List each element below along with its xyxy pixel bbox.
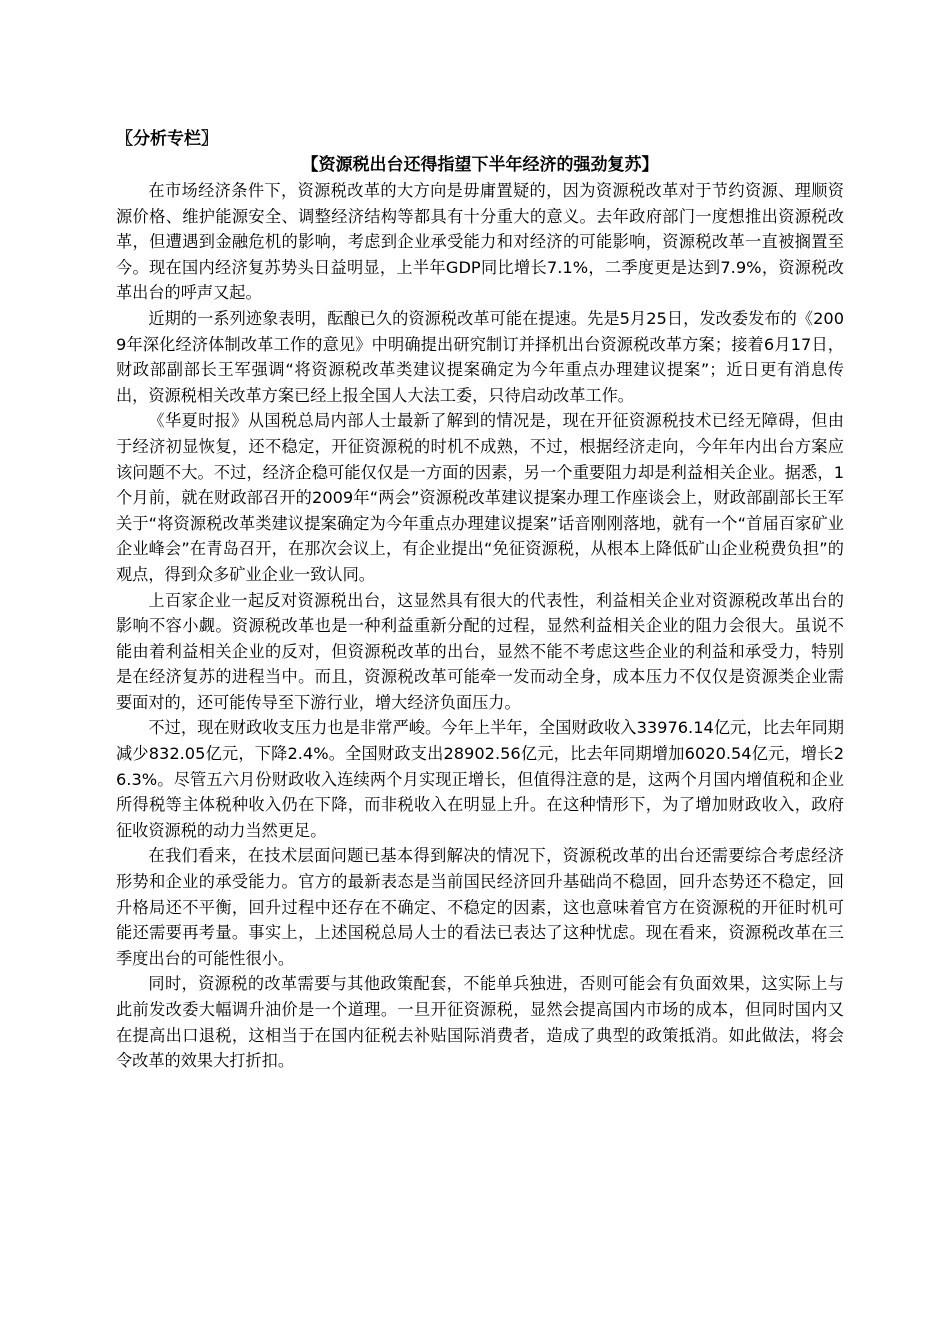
- paragraph-5: 不过，现在财政收支压力也是非常严峻。今年上半年，全国财政收入33976.14亿元，比去年同期减少832.05亿元，下降2.4%。全国财政支出28902.56亿元，比去年同期增加6020.54亿元，增长26.3%。尽管五六月份财政收入连续两个月实现正增长，但值得注意的是，这两个月国内增值税和企业所得税等主体税种收入仍在下降，而非税收入在明显上升。在这种情形下，为了增加财政收入，政府征收资源税的动力当然更足。: [116, 718, 844, 840]
- article-title: 【资源税出台还得指望下半年经济的强劲复苏】: [301, 155, 659, 175]
- paragraph-1: 在市场经济条件下，资源税改革的大方向是毋庸置疑的，因为资源税改革对于节约资源、理顺资源价格、维护能源安全、调整经济结构等都具有十分重大的意义。去年政府部门一度想推出资源税改革，但遭遇到金融危机的影响，考虑到企业承受能力和对经济的可能影响，资源税改革一直被搁置至今。现在国内经济复苏势头日益明显，上半年GDP同比增长7.1%，二季度更是达到7.9%，资源税改革出台的呼声又起。: [116, 181, 844, 303]
- section-tag: 〖分析专栏〗: [116, 129, 218, 149]
- document-page: [116, 126, 844, 1074]
- paragraph-3: 《华夏时报》从国税总局内部人士最新了解到的情况是，现在开征资源税技术已经无障碍，但由于经济初显恢复，还不稳定，开征资源税的时机不成熟，不过，根据经济走向，今年年内出台方案应该问题不大。不过，经济企稳可能仅仅是一方面的因素，另一个重要阻力却是利益相关企业。据悉，1个月前，就在财政部召开的2009年“两会”资源税改革建议提案办理工作座谈会上，财政部副部长王军关于“将资源税改革类建议提案确定为今年重点办理建议提案”话音刚刚落地，就有一个“首届百家矿业企业峰会”在青岛召开，在那次会议上，有企业提出“免征资源税，从根本上降低矿山企业税费负担”的观点，得到众多矿业企业一致认同。: [116, 411, 844, 584]
- paragraph-2: 近期的一系列迹象表明，酝酿已久的资源税改革可能在提速。先是5月25日，发改委发布的《2009年深化经济体制改革工作的意见》中明确提出研究制订并择机出台资源税改革方案；接着6月17日，财政部副部长王军强调“将资源税改革类建议提案确定为今年重点办理建议提案”；近日更有消息传出，资源税相关改革方案已经上报全国人大法工委，只待启动改革工作。: [116, 308, 844, 405]
- paragraph-4: 上百家企业一起反对资源税出台，这显然具有很大的代表性，利益相关企业对资源税改革出台的影响不容小觑。资源税改革也是一种利益重新分配的过程，显然利益相关企业的阻力会很大。虽说不能由着利益相关企业的反对，但资源税改革的出台，显然不能不考虑这些企业的利益和承受力，特别是在经济复苏的进程当中。而且，资源税改革可能牵一发而动全身，成本压力不仅仅是资源类企业需要面对的，还可能传导至下游行业，增大经济负面压力。: [116, 590, 844, 712]
- paragraph-6: 在我们看来，在技术层面问题已基本得到解决的情况下，资源税改革的出台还需要综合考虑经济形势和企业的承受能力。官方的最新表态是当前国民经济回升基础尚不稳固，回升态势还不稳定，回升格局还不平衡，回升过程中还存在不确定、不稳定的因素，这也意味着官方在资源税的开征时机可能还需要再考量。事实上，上述国税总局人士的看法已表达了这种忧虑。现在看来，资源税改革在三季度出台的可能性很小。: [116, 846, 844, 968]
- paragraph-7: 同时，资源税的改革需要与其他政策配套，不能单兵独进，否则可能会有负面效果，这实际上与此前发改委大幅调升油价是一个道理。一旦开征资源税，显然会提高国内市场的成本，但同时国内又在提高出口退税，这相当于在国内征税去补贴国际消费者，造成了典型的政策抵消。如此做法，将会令改革的效果大打折扣。: [116, 974, 844, 1071]
